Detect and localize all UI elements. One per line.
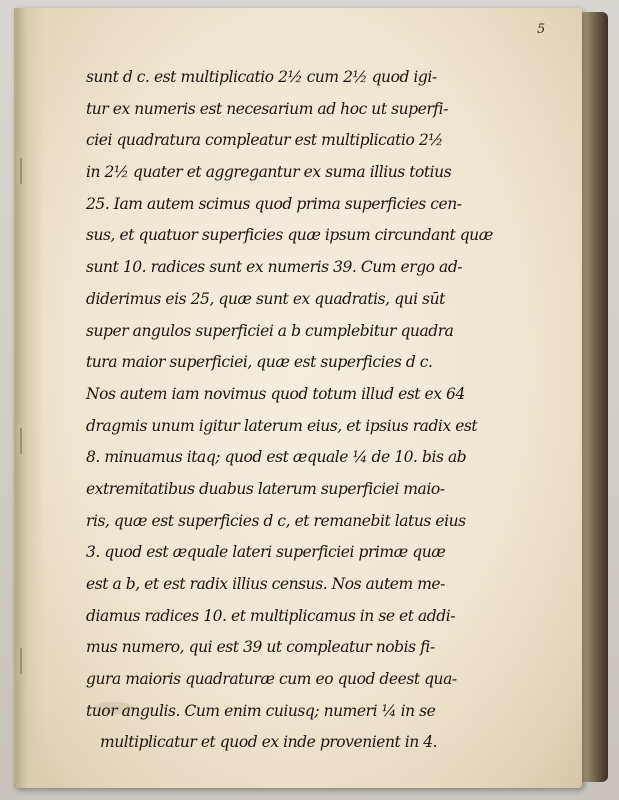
text-line: diderimus eis 25, quæ sunt ex quadratis, qui sūt — [86, 289, 445, 308]
binding-stitch — [20, 648, 28, 674]
text-line: tur ex numeris est necesarium ad hoc ut superfi- — [86, 99, 448, 118]
text-line: sunt d c. est multiplicatio 2½ cum 2½ quod igi- — [86, 68, 437, 86]
binding-stitch — [20, 428, 28, 454]
text-line: dragmis unum igitur laterum eius, et ipsius radix est — [86, 416, 478, 435]
text-line: mus numero, qui est 39 ut compleatur nobis fi- — [86, 638, 435, 657]
text-line: multiplicatur et quod ex inde provenient in 4. — [100, 733, 438, 752]
text-line: ris, quæ est superficies d c, et remanebit latus eius — [86, 511, 466, 530]
manuscript-text — [86, 62, 493, 759]
text-line: ciei quadratura compleatur est multiplicatio 2½ — [86, 131, 443, 150]
text-line: 8. minuamus itaq; quod est æquale ¼ de 10. bis ab — [86, 448, 467, 467]
binding-stitch — [20, 158, 28, 184]
text-line: diamus radices 10. et multiplicamus in se et addi- — [86, 606, 456, 625]
text-line: super angulos superficiei a b cumplebitur quadra — [86, 321, 454, 340]
text-line: tuor angulis. Cum enim cuiusq; numeri ¼ in se — [86, 701, 436, 720]
book-gutter — [14, 8, 44, 788]
text-line: extremitatibus duabus laterum superficiei maio- — [86, 479, 445, 498]
text-line: tura maior superficiei, quæ est superficies d c. — [86, 353, 433, 372]
text-line: est a b, et est radix illius census. Nos autem me- — [86, 575, 445, 593]
text-line: sunt 10. radices sunt ex numeris 39. Cum ergo ad- — [86, 258, 463, 277]
text-line: 25. Iam autem scimus quod prima superficies cen- — [86, 194, 462, 213]
text-line: sus, et quatuor superficies quæ ipsum circundant quæ — [86, 226, 493, 245]
text-line: Nos autem iam novimus quod totum illud est ex 64 — [86, 384, 465, 403]
folio-number: 5 — [537, 22, 546, 37]
text-line: 3. quod est æquale lateri superficiei primæ quæ — [86, 543, 446, 562]
text-line: gura maioris quadraturæ cum eo quod deest qua- — [86, 670, 457, 689]
text-line: in 2½ quater et aggregantur ex suma illius totius — [86, 163, 452, 182]
